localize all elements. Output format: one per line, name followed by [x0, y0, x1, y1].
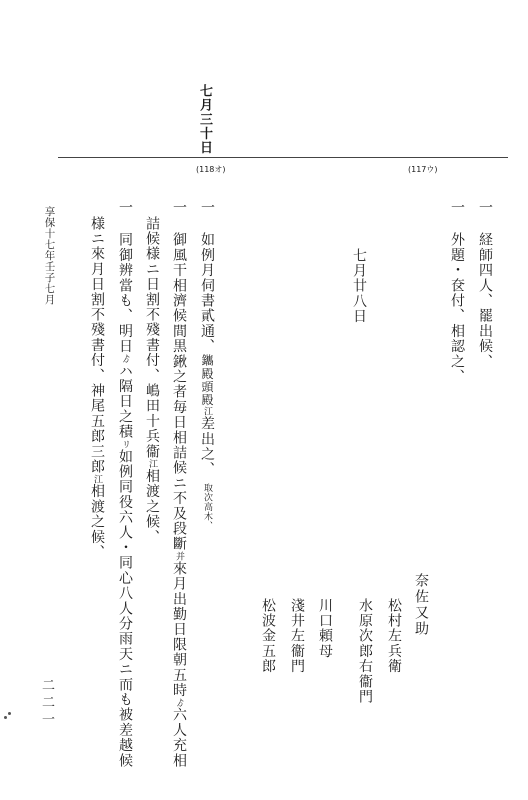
item1-end: 差出之、 — [199, 416, 215, 478]
folio-right: (117ウ) — [408, 165, 438, 174]
left-item-1 — [200, 200, 214, 531]
item2-line2-small: 江 — [147, 459, 157, 469]
header-rule — [58, 157, 508, 158]
name-2: 松村左兵衛 — [386, 598, 402, 674]
name-5: 淺井左衞門 — [289, 598, 305, 674]
item2-line2-b: 相渡之候、 — [144, 468, 160, 545]
right-item-2: 一 外題・奁付、相認之、 — [449, 200, 465, 385]
margin-dot — [4, 716, 7, 719]
name-3: 水原次郎右衞門 — [357, 598, 373, 705]
item2-line1-tail: 六人充相 — [171, 707, 187, 769]
item3-line2-a: 様ニ來月日割不殘書付、神尾五郎三郎 — [89, 216, 105, 475]
name-6: 松波金五郎 — [260, 598, 276, 674]
page-number: 二二一 — [39, 678, 54, 729]
item1-note: 取次高木、 — [202, 483, 212, 531]
right-item-1: 一 経師四人、罷出候、 — [477, 200, 493, 370]
item1-main: 一 如例月伺書貳通、 — [199, 200, 215, 354]
item2-line1-small2: ゟ — [174, 697, 184, 708]
left-item-3-line-1 — [118, 200, 132, 768]
item3-line1-small2: リ — [120, 439, 130, 449]
folio-left: (118オ) — [196, 165, 226, 174]
item2-line1-end: 來月出勤日限朝五時 — [171, 561, 187, 698]
left-item-2-line-2 — [145, 216, 159, 545]
item2-line1-small: 并 — [174, 551, 184, 562]
sidebar-running-title: 享保十七年壬子七月 — [43, 206, 56, 305]
item3-line1-c: 如例同役六人・同心八人分雨天ニ而も被差越候 — [117, 449, 133, 769]
item1-particle: 江 — [202, 406, 212, 417]
name-1: 奈佐又助 — [413, 573, 429, 637]
margin-dot — [8, 712, 11, 715]
item3-line1-a: 一 同御辨當も、明日 — [117, 200, 133, 354]
date-heading: 七月三十日 — [197, 84, 212, 155]
left-item-2-line-1 — [172, 200, 186, 768]
item2-line1: 一 御風干相濟候間黒鍬之者毎日相詰候ニ不及段斷 — [171, 200, 187, 552]
item1-recipient: 鑴殿頭殿 — [200, 354, 214, 407]
item2-line2-a: 詰候様ニ日割不殘書付、嶋田十兵衞 — [144, 216, 160, 460]
item3-line2-small: 江 — [92, 474, 102, 484]
name-4: 川口頼母 — [317, 598, 333, 659]
item3-line1-small: ゟ — [120, 354, 130, 364]
left-item-3-line-2 — [90, 216, 104, 560]
item3-line2-b: 相渡之候、 — [89, 483, 105, 560]
item3-line1-b: ハ隔日之積 — [117, 363, 133, 440]
right-date: 七月廿八日 — [351, 248, 367, 324]
